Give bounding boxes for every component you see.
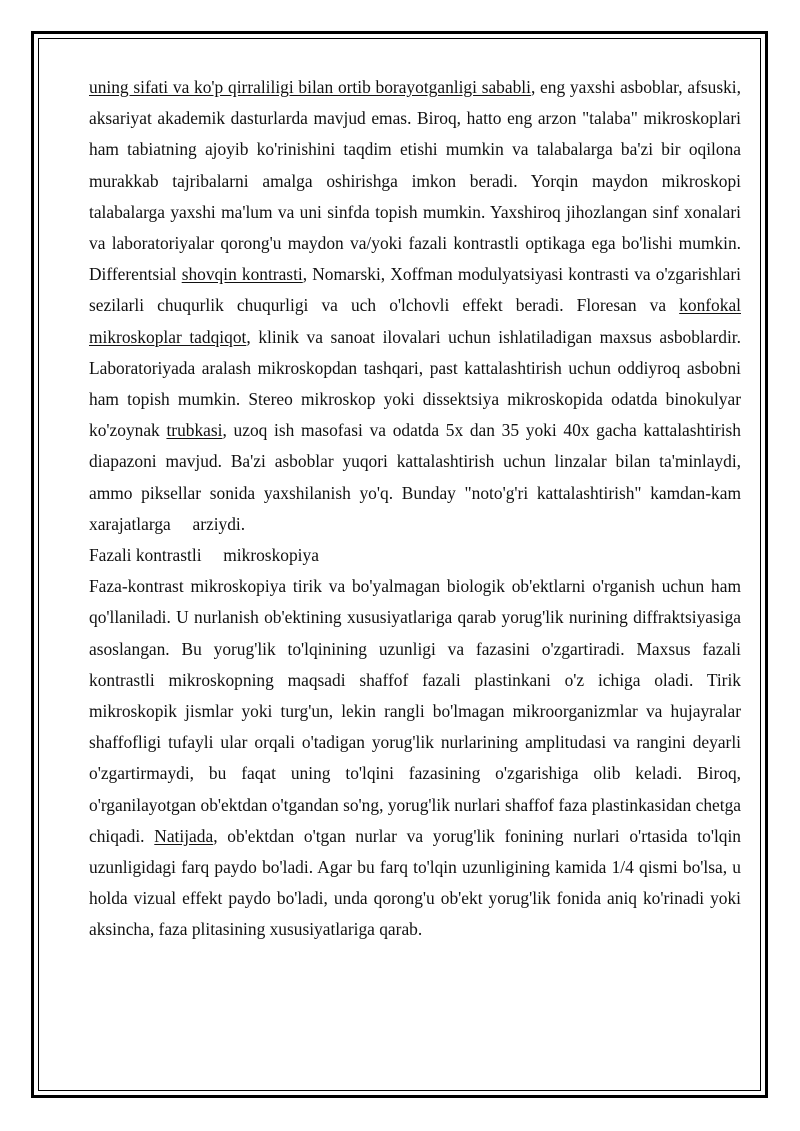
- underlined-word-natijada: Natijada: [154, 825, 214, 846]
- underlined-word-trubkasi: trubkasi: [166, 420, 223, 441]
- underlined-phrase-quality: uning sifati va ko'p qirraliligi bilan ortib borayotganligi sababli: [89, 77, 531, 97]
- section-heading: Fazali kontrastli mikroskopiya: [89, 545, 319, 566]
- paragraph-microscopes: uning sifati va ko'p qirraliligi bilan ortib borayotganligi sababli, eng yaxshi asboblar, afsuski, aksariyat akademik dasturlarda mavjud emas. Biroq, hatto eng arzon "talaba" mikroskoplari ham tabiatning ajoyib ko'rinishini taqdim etishi mumkin va talabalarga ba'zi bir oqilona murakkab tajribalarni amalga oshirishga imkon beradi. Yorqin maydon mikroskopi talabalarga yaxshi ma'lum va uni sinfda topish mumkin. Yaxshiroq jihozlangan sinf xonalari va laboratoriyalar qorong'u maydon va/yoki fazali kontrastli optikaga ega bo'lishi mumkin. Differentsial shovqin kontrasti, Nomarski, Xoffman modulyatsiyasi kontrasti va o'zgarishlari sezilarli chuqurlik chuqurligi va uch o'lchovli effekt beradi. Floresan va konfokal mikroskoplar tadqiqot, klinik va sanoat ilovalari uchun ishlatiladigan maxsus asboblardir. Laboratoriyada aralash mikroskopdan tashqari, past kattalashtirish uchun oddiyroq asbobni ham topish mumkin. Stereo mikroskop yoki dissektsiya mikroskopida odatda binokulyar ko'zoynak trubkasi, uzoq ish masofasi va odatda 5x dan 35 yoki 40x gacha kattalashtirish diapazoni mavjud. Ba'zi asboblar yuqori kattalashtirish uchun linzalar bilan ta'minlaydi, ammo piksellar sonida yaxshilanish yo'q. Bunday "noto'g'ri kattalashtirish" kamdan-kam xarajatlarga arziydi.: [89, 77, 746, 534]
- paragraph-phase-contrast: Faza-kontrast mikroskopiya tirik va bo'yalmagan biologik ob'ektlarni o'rganish uchun ham qo'llaniladi. U nurlanish ob'ektining xususiyatlariga qarab yorug'lik nurining diffraktsiyasiga asoslangan. Bu yorug'lik to'lqinining uzunligi va fazasini o'zgartiradi. Maxsus fazali kontrastli mikroskopning maqsadi shaffof fazali plastinkani o'z ichiga oladi. Tirik mikroskopik jismlar yoki turg'un, lekin rangli bo'lmagan mikroorganizmlar va hujayralar shaffofligi tufayli ular orqali o'tadigan yorug'lik nurlarining amplitudasi va rangini deyarli o'zgartirmaydi, bu faqat uning to'lqini fazasining o'zgarishiga olib keladi. Biroq, o'rganilayotgan ob'ektdan o'tgandan so'ng, yorug'lik nurlari shaffof faza plastinkasidan chetga chiqadi. Natijada, ob'ektdan o'tgan nurlar va yorug'lik fonining nurlari o'rtasida to'lqin uzunligidagi farq paydo bo'ladi. Agar bu farq to'lqin uzunligining kamida 1/4 qismi bo'lsa, u holda vizual effekt paydo bo'ladi, unda qorong'u ob'ekt yorug'lik fonida aniq ko'rinadi yoki aksincha, faza plitasining xususiyatlariga qarab.: [89, 576, 742, 940]
- underlined-phrase-shovqin: shovqin kontrasti: [181, 264, 303, 285]
- document-body: [89, 72, 746, 946]
- underlined-phrase-konfokal: konfokal mikroskoplar tadqiqot: [89, 295, 741, 347]
